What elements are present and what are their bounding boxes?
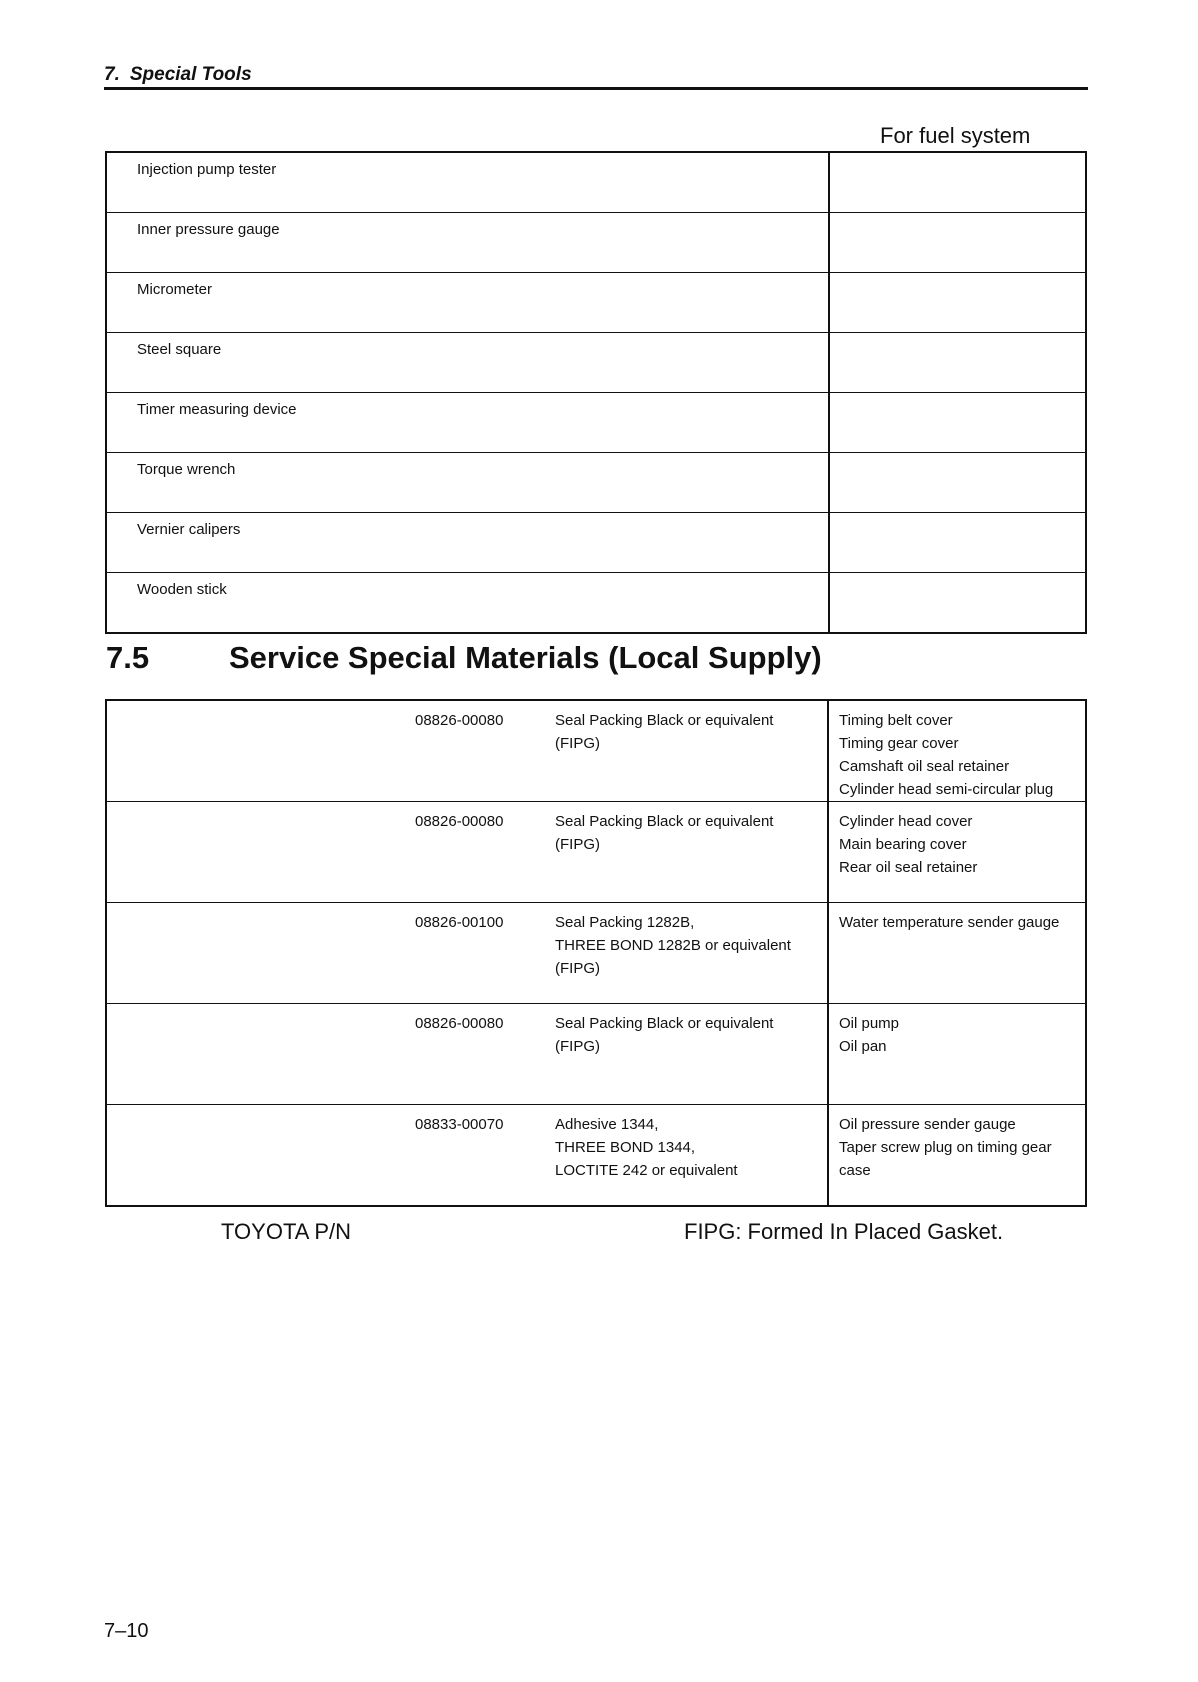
tool-illustration-cell [829,453,1086,513]
tool-name: Timer measuring device [106,393,829,453]
section-heading [106,640,822,676]
use-line: case [839,1162,871,1179]
tool-name: Injection pump tester [137,161,277,178]
use-line: Cylinder head cover [839,813,973,830]
material-line: (FIPG) [555,836,600,853]
part-number: 08826-00080 [415,712,504,729]
table-row [106,273,1086,333]
table-row [106,333,1086,393]
chapter-header [104,64,252,86]
section-number: 7.5 [106,640,150,675]
table-row [106,1105,1086,1207]
tool-illustration-cell [829,152,1086,213]
tools-table-caption: For fuel system [880,123,1031,148]
chapter-number: 7. [104,64,120,85]
material-line: Adhesive 1344, [555,1116,659,1133]
tool-name: Micrometer [106,273,829,333]
fipg-footnote: FIPG: Formed In Placed Gasket. [684,1219,1004,1244]
material-use [828,700,1086,802]
material-image-cell [106,700,411,802]
material-line: THREE BOND 1344, [555,1139,696,1156]
use-line: Cylinder head semi-circular plug [839,781,1054,798]
tool-name: Wooden stick [106,573,829,634]
header-rule [104,87,1088,90]
material-line: Seal Packing 1282B, [555,914,695,931]
table-row [106,1004,1086,1105]
tool-illustration-cell [829,333,1086,393]
use-line: Main bearing cover [839,836,967,853]
material-name [555,700,828,802]
material-image-cell [106,903,411,1004]
chapter-title: Special Tools [129,64,252,85]
tool-name: Inner pressure gauge [106,213,829,273]
table-row [106,802,1086,903]
tool-illustration-cell [829,393,1086,453]
material-name [555,1004,828,1105]
table-row [106,152,1086,213]
use-line: Camshaft oil seal retainer [839,758,1010,775]
use-line: Water temperature sender gauge [839,914,1060,931]
tool-illustration-cell [829,213,1086,273]
material-line: Seal Packing Black or equivalent [555,813,774,830]
material-line: Seal Packing Black or equivalent [555,1015,774,1032]
table-row [106,700,1086,802]
part-number-label: TOYOTA P/N [221,1219,351,1244]
part-number: 08826-00080 [411,1004,555,1105]
use-line: Oil pump [839,1015,900,1032]
material-use [828,1004,1086,1105]
material-line: THREE BOND 1282B or equivalent [555,937,791,954]
material-line: (FIPG) [555,960,600,977]
material-image-cell [106,802,411,903]
use-line: Oil pan [839,1038,887,1055]
use-line: Timing gear cover [839,735,959,752]
tool-name: Vernier calipers [106,513,829,573]
tool-name: Torque wrench [106,453,829,513]
table-row [106,573,1086,634]
use-line: Timing belt cover [839,712,953,729]
table-row [106,213,1086,273]
material-image-cell [106,1105,411,1207]
tool-name: Steel square [106,333,829,393]
material-line: (FIPG) [555,735,600,752]
tool-illustration-cell [829,273,1086,333]
material-line: Seal Packing Black or equivalent [555,712,774,729]
material-name [555,802,828,903]
table-row [106,513,1086,573]
use-line: Rear oil seal retainer [839,859,978,876]
material-line: (FIPG) [555,1038,600,1055]
material-line: LOCTITE 242 or equivalent [555,1162,738,1179]
material-name [555,903,828,1004]
material-image-cell [106,1004,411,1105]
part-number: 08826-00100 [411,903,555,1004]
tool-illustration-cell [829,513,1086,573]
part-number: 08826-00080 [411,802,555,903]
table-row [106,453,1086,513]
material-name [555,1105,828,1207]
material-use [828,903,1086,1004]
table-row [106,393,1086,453]
part-number: 08833-00070 [411,1105,555,1207]
material-use [828,802,1086,903]
page-number: 7–10 [104,1620,149,1642]
section-title: Service Special Materials (Local Supply) [229,640,822,675]
use-line: Taper screw plug on timing gear [839,1139,1052,1156]
materials-table [105,699,1087,1207]
tool-illustration-cell [829,573,1086,634]
material-use [828,1105,1086,1207]
special-tools-table [105,151,1087,634]
use-line: Oil pressure sender gauge [839,1116,1016,1133]
table-row [106,903,1086,1004]
